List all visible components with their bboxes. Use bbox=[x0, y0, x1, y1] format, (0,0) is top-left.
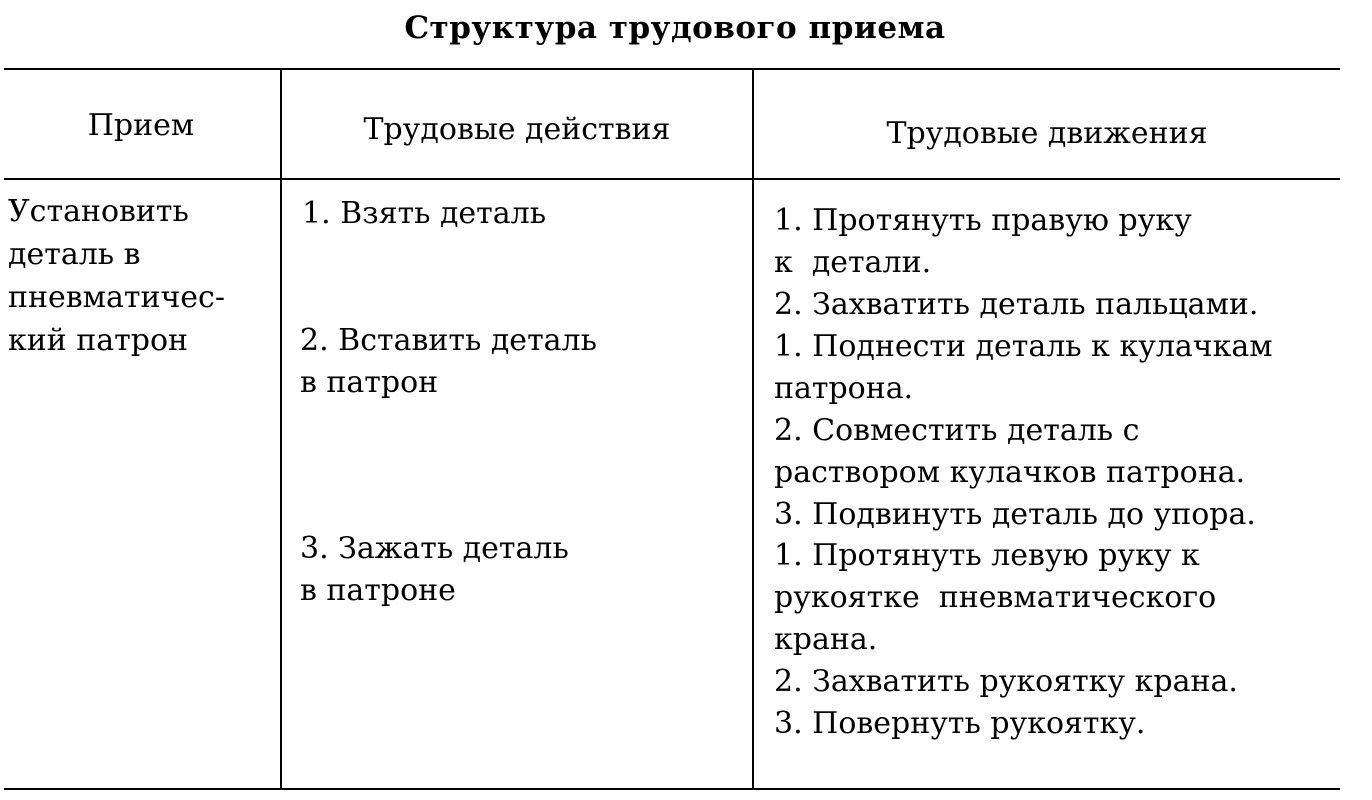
column-divider-1 bbox=[280, 69, 282, 789]
header-actions: Трудовые действия bbox=[363, 112, 671, 147]
page-title: Структура трудового приема bbox=[404, 10, 946, 46]
table-bottom-border bbox=[4, 788, 1340, 790]
table-header-divider bbox=[4, 178, 1340, 180]
column-divider-2 bbox=[752, 69, 754, 789]
action-item-3: 3. Зажать деталь в патроне bbox=[300, 531, 569, 608]
table-top-border bbox=[4, 68, 1340, 70]
movement-group-1: 1. Протянуть правую руку к детали. 2. Захватить деталь пальцами. bbox=[774, 203, 1259, 322]
movement-group-2: 1. Поднести деталь к кулачкам патрона. 2. Совместить деталь с раствором кулачков патрона. 3. Подвинуть деталь до упора. bbox=[774, 329, 1273, 532]
priem-cell: Установить деталь в пневматичес- кий патрон bbox=[8, 194, 225, 358]
movement-group-3: 1. Протянуть левую руку к рукоятке пневматического крана. 2. Захватить рукоятку крана. 3. Повернуть рукоятку. bbox=[774, 538, 1238, 741]
header-movements: Трудовые движения bbox=[886, 116, 1208, 151]
action-item-1: 1. Взять деталь bbox=[302, 196, 547, 231]
header-priem: Прием bbox=[87, 108, 195, 143]
action-item-2: 2. Вставить деталь в патрон bbox=[300, 323, 597, 400]
